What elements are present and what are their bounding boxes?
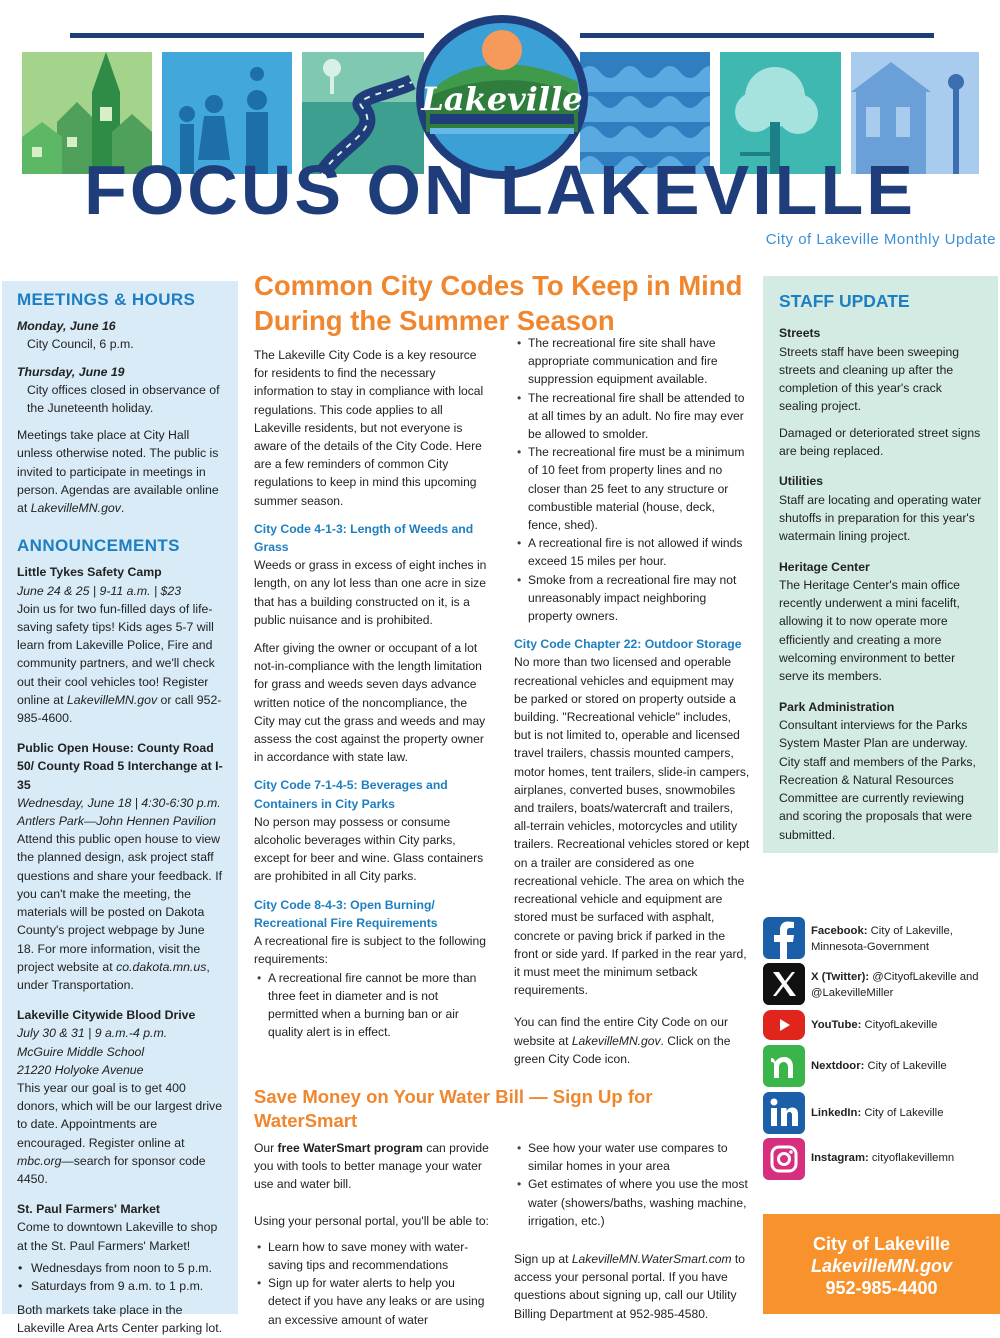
announcement-body: Join us for two fun-filled days of life-saving safety tips! Kids ages 5-7 will learn from Lakeville Police, Fire and community partners, and we'll check out their cool vehicles too! Register online at LakevilleMN.gov or call 952-985-4600. xyxy=(17,601,222,726)
meeting-date: Monday, June 16 xyxy=(17,319,116,334)
page-subtitle: City of Lakeville Monthly Update xyxy=(765,231,996,248)
social-text: Instagram: cityoflakevillemn xyxy=(811,1152,955,1164)
benefits-list xyxy=(254,1238,490,1329)
article-title: Common City Codes To Keep in Mind During the Summer Season xyxy=(254,270,743,336)
section-heading: Utilities xyxy=(779,474,824,489)
list-item: • See how your water use compares to similar homes in your area xyxy=(528,1139,750,1175)
website-link[interactable]: LakevilleMN.WaterSmart.com xyxy=(571,1252,732,1267)
list-item: • Sign up for water alerts to help you detect if you have any leaks or are using an excessive amount of water xyxy=(268,1274,490,1329)
fire-rules-list xyxy=(514,334,750,625)
announcement-title: Little Tykes Safety Camp xyxy=(17,565,162,580)
nextdoor-icon xyxy=(763,1045,805,1087)
left-sidebar xyxy=(2,281,238,1336)
section-heading: Streets xyxy=(779,326,821,341)
staff-update-panel xyxy=(763,276,998,853)
announcement-title: St. Paul Farmers' Market xyxy=(17,1202,161,1217)
meeting-date: Thursday, June 19 xyxy=(17,364,125,379)
section-body: Sign up at LakevilleMN.WaterSmart.com to access your personal portal. If you have questions about signing up, call our Utility Billing Department at 952-985-4580. xyxy=(514,1252,746,1321)
announcement-body: This year our goal is to get 400 donors, which will be our largest drive to date. Appointments are encouraged. Register online at mbc.org—search for sponsor code 4450. xyxy=(17,1080,223,1186)
announcements-heading: ANNOUNCEMENTS xyxy=(17,536,180,556)
website-link[interactable]: LakevilleMN.gov xyxy=(30,501,121,516)
website-link[interactable]: LakevilleMN.gov xyxy=(66,692,158,707)
section-body: Streets staff have been sweeping streets and cleaning up after the completion of this year's crack sealing project. xyxy=(779,344,959,414)
staff-heading: STAFF UPDATE xyxy=(779,291,910,311)
header-rule-right xyxy=(580,33,934,38)
article-column-left xyxy=(254,346,490,1068)
announcement-title: Public Open House: County Road 50/ County Road 5 Interchange at I-35 xyxy=(17,741,223,792)
market-times xyxy=(17,1259,224,1295)
contact-city: City of Lakeville xyxy=(812,1234,951,1254)
social-text: X (Twitter): @CityofLakeville and @LakevilleMiller xyxy=(811,971,979,999)
list-item: • The recreational fire site shall have appropriate communication and fire suppression equipment available. xyxy=(528,334,750,389)
contact-box xyxy=(763,1214,1000,1314)
meetings-heading: MEETINGS & HOURS xyxy=(17,290,196,309)
benefits-list xyxy=(514,1139,750,1230)
announcement-where: McGuire Middle School xyxy=(17,1044,145,1059)
list-item: • Wednesdays from noon to 5 p.m. xyxy=(29,1259,224,1277)
announcement-when: June 24 & 25 | 9-11 a.m. | $23 xyxy=(17,583,182,598)
social-text: LinkedIn: City of Lakeville xyxy=(811,1107,944,1119)
header-rule-left xyxy=(70,33,424,38)
social-nextdoor[interactable] xyxy=(763,1045,998,1089)
announcement-where: 21220 Holyoke Avenue xyxy=(17,1062,144,1077)
main-article xyxy=(254,268,750,1068)
website-link[interactable]: LakevilleMN.gov xyxy=(571,1033,661,1048)
x-twitter-icon xyxy=(763,963,805,1005)
instagram-icon xyxy=(763,1138,805,1180)
list-item: • A recreational fire cannot be more than three feet in diameter and is not permitted when a burning ban or air quality alert is in effect. xyxy=(268,969,490,1042)
contact-website[interactable]: LakevilleMN.gov xyxy=(810,1256,953,1276)
website-link[interactable]: co.dakota.mn.us xyxy=(116,959,207,974)
list-item: • Smoke from a recreational fire may not unreasonably impact neighboring property owners. xyxy=(528,571,750,626)
social-facebook[interactable] xyxy=(763,917,998,961)
facebook-icon xyxy=(763,917,805,959)
announcement-when: Wednesday, June 18 | 4:30-6:30 p.m. xyxy=(17,795,221,810)
article-column-right xyxy=(514,1139,750,1329)
section-body: Damaged or deteriorated street signs are being replaced. xyxy=(779,425,981,459)
announcement-body: Attend this public open house to view the planned design, ask project staff questions and share your feedback. If you can't make the meeting, the materials will be posted on Dakota County's project webpage by June 18. For more information, visit the project website at co.dakota.mn.us, under Transportation. xyxy=(17,832,223,992)
masthead xyxy=(0,0,1000,262)
section-heading: City Code 4-1-3: Length of Weeds and Grass xyxy=(254,521,474,555)
meeting-desc: City Council, 6 p.m. xyxy=(27,337,134,352)
page-title: FOCUS ON LAKEVILLE xyxy=(84,151,916,229)
list-item: • Learn how to save money with water-saving tips and recommendations xyxy=(268,1238,490,1274)
contact-phone[interactable]: 952-985-4400 xyxy=(825,1278,938,1298)
section-body: You can find the entire City Code on our website at LakevilleMN.gov. Click on the green City Code icon. xyxy=(514,1015,731,1066)
article-title: Save Money on Your Water Bill — Sign Up for WaterSmart xyxy=(254,1086,653,1131)
section-body: Our free WaterSmart program can provide you with tools to better manage your water use and water bill. xyxy=(254,1141,489,1192)
article-column-right xyxy=(514,336,750,1068)
section-body: Staff are locating and operating water shutoffs in preparation for this year's watermain lining project. xyxy=(779,492,982,544)
fire-rules-list xyxy=(254,969,490,1042)
meeting-desc: City offices closed in observance of the Juneteenth holiday. xyxy=(27,382,220,416)
website-link[interactable]: mbc.org xyxy=(17,1153,62,1168)
section-heading: Heritage Center xyxy=(779,559,870,574)
social-instagram[interactable] xyxy=(763,1138,998,1182)
section-heading: City Code Chapter 22: Outdoor Storage xyxy=(514,637,742,652)
youtube-icon xyxy=(763,1010,805,1040)
announcement-where: Antlers Park—John Hennen Pavilion xyxy=(17,814,216,829)
section-body: The Heritage Center's main office recently underwent a mini facelift, allowing it to now operate more efficiently and creating a more welcoming environment to better serve its members. xyxy=(779,577,960,684)
section-body: Weeds or grass in excess of eight inches in length, on any lot less than one acre in size that has a building constructed on it, is a public nuisance and is prohibited. xyxy=(254,558,487,627)
section-heading: City Code 7-1-4-5: Beverages and Containers in City Parks xyxy=(254,778,448,811)
list-item: • Saturdays from 9 a.m. to 1 p.m. xyxy=(29,1277,224,1295)
section-body: A recreational fire is subject to the following requirements: xyxy=(254,934,486,967)
section-body: Consultant interviews for the Parks System Master Plan are underway. City staff and members of the Parks, Recreation & Natural Resources Committee are currently reviewing and scoring the proposals that were submitted. xyxy=(779,717,976,842)
article-column-left xyxy=(254,1139,490,1329)
section-heading: Park Administration xyxy=(779,699,895,714)
linkedin-icon xyxy=(763,1092,805,1134)
social-text: Facebook: City of Lakeville, Minnesota-Government xyxy=(811,925,953,953)
section-body: Using your personal portal, you'll be able to: xyxy=(254,1213,489,1228)
list-item: • The recreational fire must be a minimum of 10 feet from property lines and no closer than 25 feet to any structure or combustible material (house, deck, fence, shed). xyxy=(528,443,750,534)
announcement-when: July 30 & 31 | 9 a.m.-4 p.m. xyxy=(17,1026,168,1041)
announcement-title: Lakeville Citywide Blood Drive xyxy=(17,1008,196,1023)
social-x[interactable] xyxy=(763,963,998,1007)
social-youtube[interactable] xyxy=(763,1010,998,1042)
section-body: After giving the owner or occupant of a lot not-in-compliance with the length limitation for grass and weeds seven days advance written notice of the noncompliance, the City may cut the grass and weeds and may assess the cost against the property owner in accordance with state law. xyxy=(254,641,486,765)
section-body: No person may possess or consume alcoholic beverages within City parks, except for beer and wine. Glass containers are prohibited in all City parks. xyxy=(254,814,484,884)
list-item: • A recreational fire is not allowed if winds exceed 15 miles per hour. xyxy=(528,534,750,570)
announcement-note: Both markets take place in the Lakeville Area Arts Center parking lot. xyxy=(17,1303,223,1336)
logo-text: Lakeville xyxy=(421,80,583,118)
social-linkedin[interactable] xyxy=(763,1092,998,1136)
meetings-note: Meetings take place at City Hall unless otherwise noted. The public is invited to participate in meetings in person. Agendas are available online at LakevilleMN.gov. xyxy=(17,428,219,516)
section-body: No more than two licensed and operable recreational vehicles and equipment may be parked or stored on property outside a building. "Recreational vehicle" includes, but is not limited to, operable and licensed travel trailers, chassis mounted campers, motor homes, tent trailers, slide-in campers, airplanes, converted buses, snowmobiles and trailers, boats/watercraft and trailers, all-terrain vehicles, motorcycles and utility trailers. Recreational vehicles stored or kept on a trailer are considered as one recreational vehicle. The area on which the recreational vehicle and equipment are stored must be surfaced with asphalt, concrete or paving brick if parked in the front or side yard. If parked in the rear yard, it must meet the minimum setback requirements. xyxy=(514,655,750,998)
list-item: • The recreational fire shall be attended to at all times by an adult. No fire may ever be allowed to smolder. xyxy=(528,389,750,444)
watersmart-article xyxy=(254,1085,750,1329)
section-heading: City Code 8-4-3: Open Burning/ Recreational Fire Requirements xyxy=(254,897,438,930)
social-text: YouTube: CityofLakeville xyxy=(811,1019,938,1031)
social-text: Nextdoor: City of Lakeville xyxy=(811,1060,947,1072)
article-intro: The Lakeville City Code is a key resource for residents to find the necessary information to stay in compliance with local regulations. This code applies to all Lakeville residents, but not everyone is aware of the details of the City Code. Here are a few reminders of common City regulations to keep in mind this upcoming summer season. xyxy=(254,348,484,508)
announcement-body: Come to downtown Lakeville to shop at the St. Paul Farmers' Market! xyxy=(17,1220,218,1253)
list-item: • Get estimates of where you use the most water (showers/baths, washing machine, irrigation, etc.) xyxy=(528,1175,750,1230)
